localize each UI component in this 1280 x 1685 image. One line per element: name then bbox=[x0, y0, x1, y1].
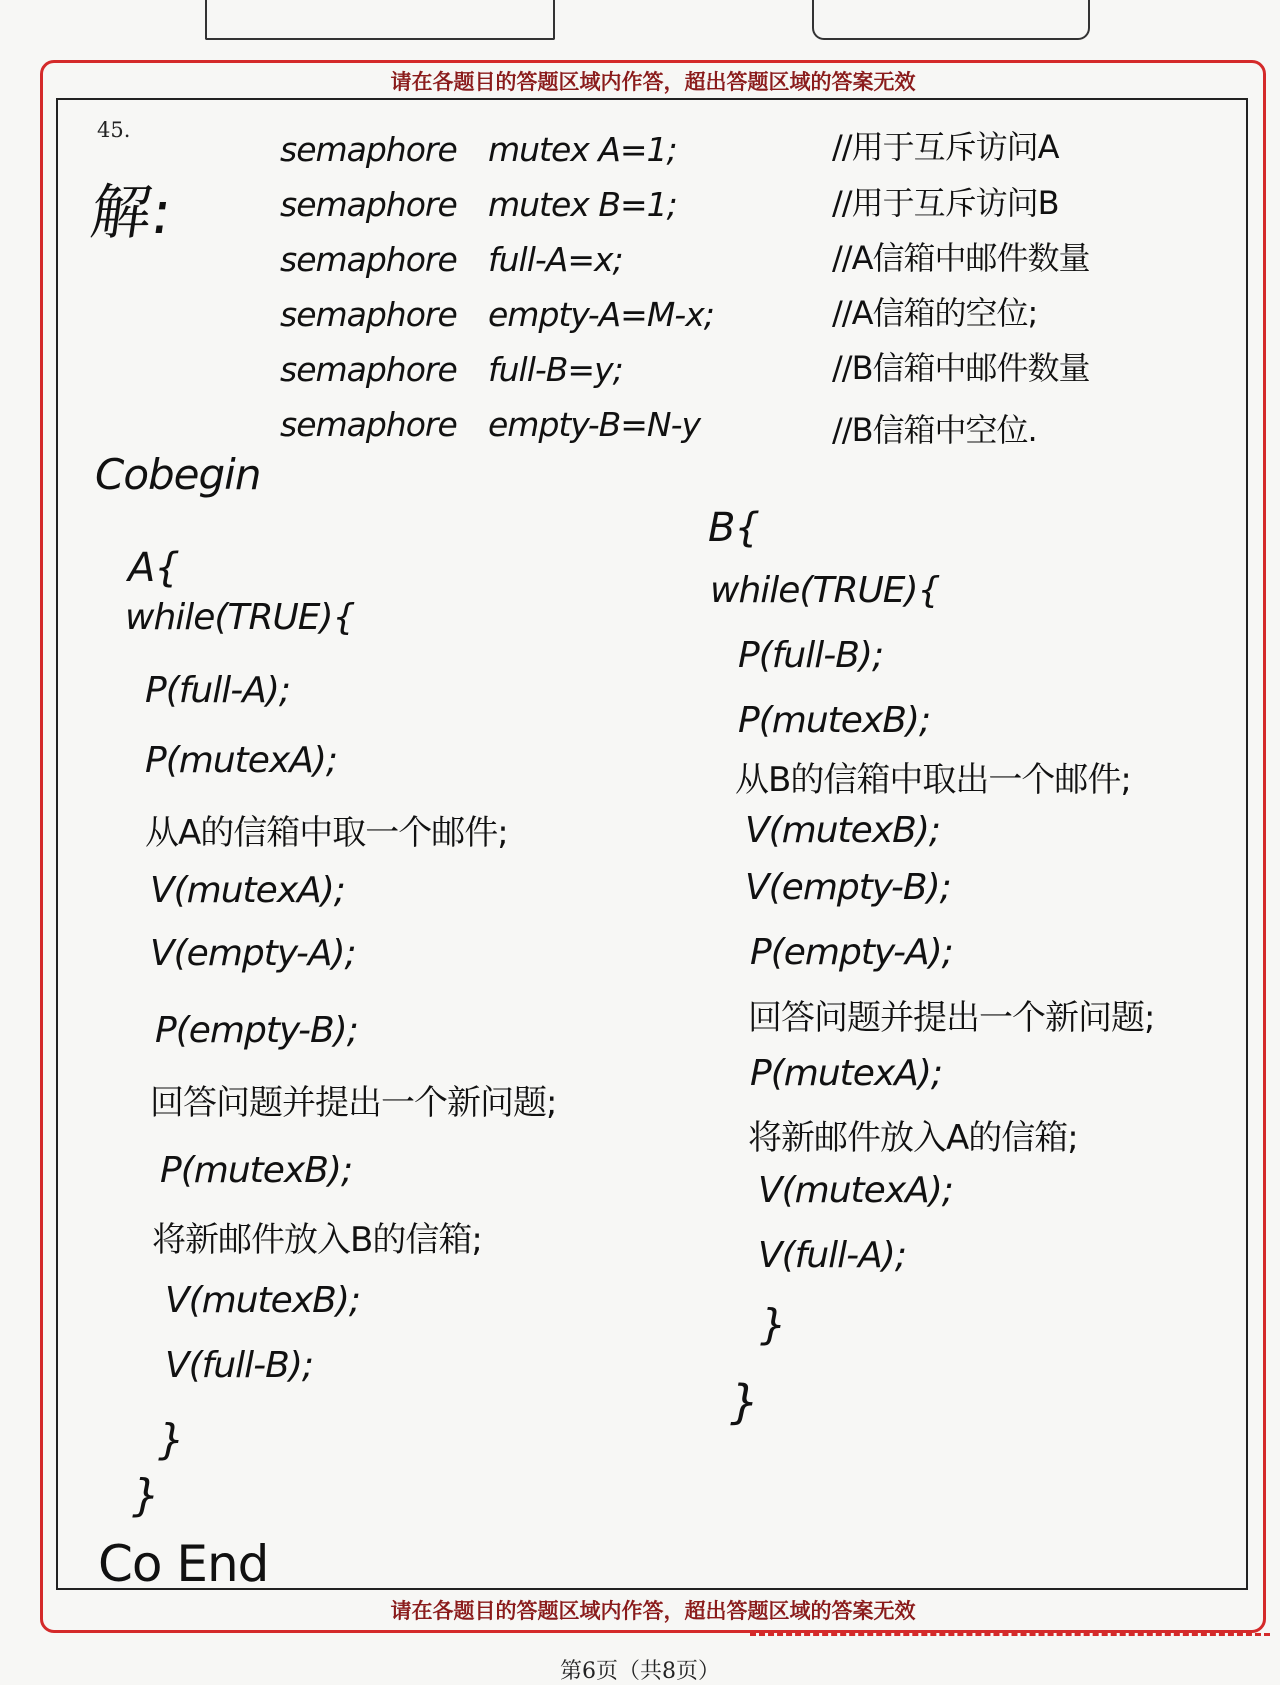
decl-var: mutex A=1; bbox=[488, 130, 677, 169]
process-a-while: while(TRUE){ bbox=[125, 597, 355, 638]
process-a-line: V(mutexB); bbox=[165, 1280, 360, 1321]
header-box-left bbox=[205, 0, 555, 40]
process-b-line: P(mutexA); bbox=[750, 1053, 943, 1094]
process-a-line: V(empty-A); bbox=[150, 933, 356, 974]
decl-comment: //A信箱的空位; bbox=[832, 294, 1038, 332]
page-number: 第6页（共8页） bbox=[560, 1659, 720, 1684]
process-b-while: while(TRUE){ bbox=[710, 570, 940, 611]
process-b-line: V(full-A); bbox=[758, 1235, 906, 1276]
decl-type: semaphore bbox=[280, 405, 457, 444]
process-b-line: V(mutexB); bbox=[745, 810, 940, 851]
answer-area-notice-top: 请在各题目的答题区域内作答，超出答题区域的答案无效 bbox=[390, 70, 916, 94]
decl-var: mutex B=1; bbox=[488, 185, 677, 224]
process-a-line: P(mutexA); bbox=[145, 740, 338, 781]
decl-var: full-B=y; bbox=[488, 350, 623, 389]
process-b-line: P(empty-A); bbox=[750, 932, 953, 973]
process-a-line: P(empty-B); bbox=[155, 1010, 358, 1051]
process-b-line: 将新邮件放入A的信箱; bbox=[748, 1118, 1078, 1158]
process-a-close: } bbox=[132, 1470, 159, 1521]
decl-type: semaphore bbox=[280, 185, 457, 224]
process-a-while-close: } bbox=[158, 1415, 184, 1464]
dashed-line-decoration bbox=[750, 1633, 1270, 1636]
decl-comment: //A信箱中邮件数量 bbox=[832, 239, 1090, 277]
process-b-line: 从B的信箱中取出一个邮件; bbox=[735, 760, 1131, 800]
process-a-line: 将新邮件放入B的信箱; bbox=[152, 1220, 482, 1260]
solution-label: 解: bbox=[86, 178, 177, 248]
coend-keyword: Co End bbox=[98, 1535, 269, 1593]
decl-var: empty-B=N-y bbox=[488, 405, 701, 444]
header-box-right bbox=[812, 0, 1090, 40]
answer-area-notice-bottom: 请在各题目的答题区域内作答，超出答题区域的答案无效 bbox=[390, 1599, 916, 1623]
process-a-line: P(mutexB); bbox=[160, 1150, 353, 1191]
process-b-while-close: } bbox=[760, 1300, 786, 1349]
question-number: 45. bbox=[97, 118, 131, 142]
decl-type: semaphore bbox=[280, 240, 457, 279]
cobegin-keyword: Cobegin bbox=[95, 450, 261, 499]
process-b-close: } bbox=[730, 1375, 759, 1429]
process-b-line: P(mutexB); bbox=[738, 700, 931, 741]
decl-var: full-A=x; bbox=[488, 240, 623, 279]
process-a-line: P(full-A); bbox=[145, 670, 291, 711]
decl-comment: //B信箱中空位. bbox=[832, 411, 1037, 449]
decl-comment: //用于互斥访问B bbox=[832, 184, 1059, 222]
process-b-header: B{ bbox=[708, 505, 759, 551]
process-b-line: V(mutexA); bbox=[758, 1170, 953, 1211]
process-a-line: 回答问题并提出一个新问题; bbox=[150, 1083, 557, 1123]
process-a-line: V(mutexA); bbox=[150, 870, 345, 911]
process-a-header: A{ bbox=[128, 545, 179, 591]
process-b-line: 回答问题并提出一个新问题; bbox=[748, 998, 1155, 1038]
process-b-line: P(full-B); bbox=[738, 635, 884, 676]
decl-type: semaphore bbox=[280, 130, 457, 169]
process-a-line: V(full-B); bbox=[165, 1345, 314, 1386]
decl-comment: //B信箱中邮件数量 bbox=[832, 349, 1090, 387]
process-b-line: V(empty-B); bbox=[745, 867, 951, 908]
decl-type: semaphore bbox=[280, 350, 457, 389]
decl-type: semaphore bbox=[280, 295, 457, 334]
decl-comment: //用于互斥访问A bbox=[832, 128, 1059, 166]
decl-var: empty-A=M-x; bbox=[488, 295, 714, 334]
process-a-line: 从A的信箱中取一个邮件; bbox=[145, 813, 508, 853]
